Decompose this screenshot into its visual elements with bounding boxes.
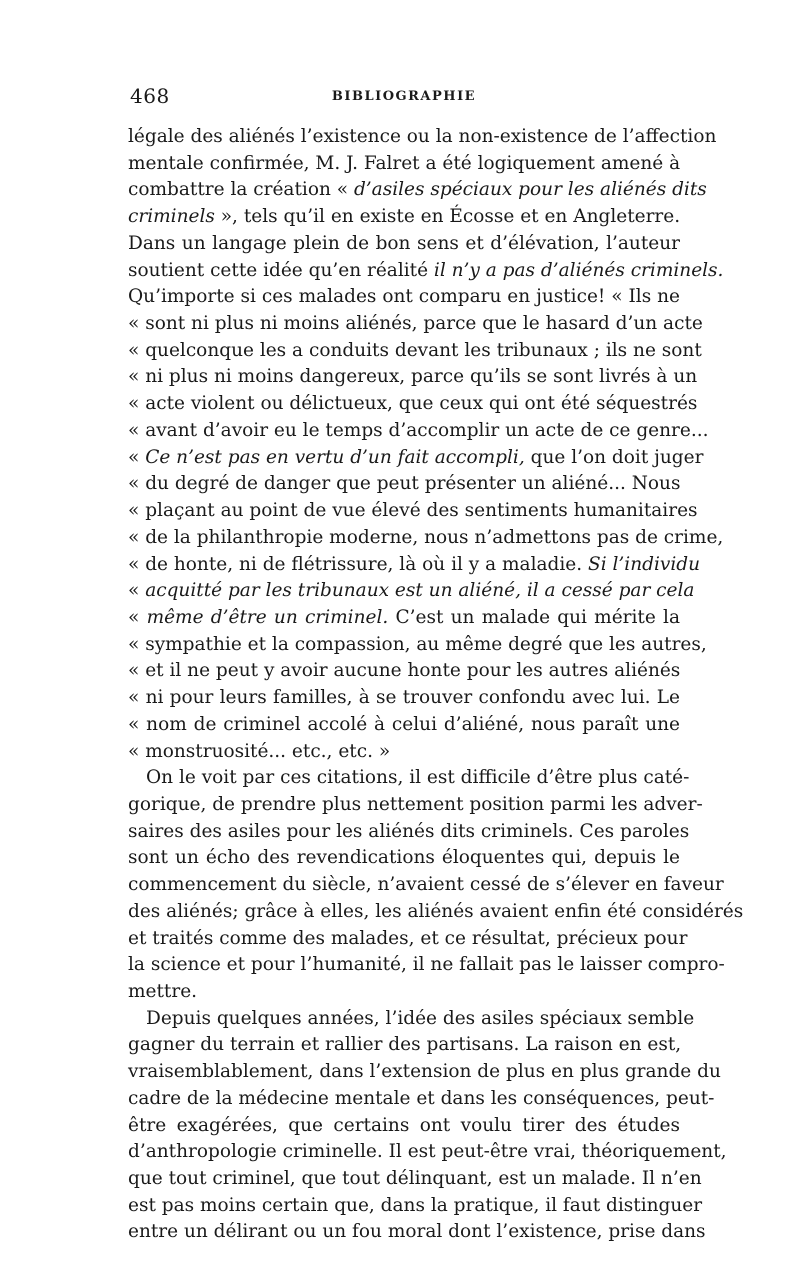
italic-run: même d’être un criminel. — [146, 606, 389, 628]
text-line — [128, 498, 698, 525]
text-run: Qu’importe si ces malades ont comparu en justice! « Ils ne — [128, 286, 680, 308]
italic-run: criminels — [128, 206, 215, 228]
text-run: », tels qu’il en existe en Écosse et en Angleterre. — [214, 206, 681, 228]
text-line: mettre. — [128, 981, 198, 1002]
text-run: « plaçant au point de vue élevé des sentiments humanitaires — [128, 500, 698, 522]
text-line — [128, 364, 698, 391]
text-run: « de la philanthropie moderne, nous n’admettons pas de crime, — [128, 526, 724, 548]
book-page — [128, 84, 744, 1246]
text-run: « de honte, ni de flétrissure, là où il y a maladie. — [128, 553, 589, 575]
text-line — [128, 204, 680, 231]
paragraph-anthropology — [128, 1006, 727, 1246]
text-run: « — [128, 446, 146, 468]
text-line: commencement du siècle, n’avaient cessé de s’élever en faveur — [128, 874, 724, 896]
text-run: « ni plus ni moins dangereux, parce qu’ils se sont livrés à un — [128, 366, 698, 388]
text-line: cadre de la médecine mentale et dans les conséquences, peut- — [128, 1087, 715, 1109]
text-run: « sympathie et la compassion, au même degré que les autres, — [128, 633, 707, 655]
text-line — [128, 739, 680, 766]
text-line — [128, 578, 695, 605]
text-run: que l’on doit juger — [524, 446, 704, 468]
text-run: « monstruosité... etc., etc. » — [128, 740, 391, 762]
text-run: « sont ni plus ni moins aliénés, parce que le hasard d’un acte — [128, 313, 703, 335]
text-line — [128, 418, 709, 445]
italic-run: Ce n’est pas en vertu d’un fait accompli, — [145, 446, 525, 468]
text-run: « avant d’avoir eu le temps d’accomplir un acte de ce genre... — [128, 419, 709, 441]
running-head — [128, 84, 680, 120]
text-run: « et il ne peut y avoir aucune honte pour les autres aliénés — [128, 660, 681, 682]
text-run: légale des aliénés l’existence ou la non-existence de l’affection — [128, 126, 717, 147]
text-run: « du degré de danger que peut présenter un aliéné... Nous — [128, 473, 681, 495]
italic-run: il n’y a pas d’aliénés criminels. — [433, 259, 724, 281]
paragraph-commentary — [128, 765, 744, 1005]
text-line — [128, 391, 698, 418]
text-line — [128, 632, 707, 659]
text-line: entre un délirant ou un fou moral dont l’existence, prise dans — [128, 1221, 706, 1243]
text-line: est pas moins certain que, dans la pratique, il faut distinguer — [128, 1194, 703, 1216]
text-line — [128, 605, 680, 632]
text-line — [128, 151, 680, 178]
text-line: sont un écho des revendications éloquentes qui, depuis le — [128, 847, 680, 869]
text-line: Depuis quelques années, l’idée des asiles spéciaux semble — [146, 1007, 695, 1029]
text-line — [128, 471, 680, 498]
text-line — [128, 712, 680, 739]
text-line: vraisemblablement, dans l’extension de plus en plus grande du — [128, 1061, 721, 1083]
text-line — [128, 284, 680, 311]
text-line: gagner du terrain et rallier des partisans. La raison en est, — [128, 1034, 682, 1056]
text-run: « ni pour leurs familles, à se trouver confondu avec lui. Le — [128, 687, 680, 709]
paragraph-quotation — [128, 124, 724, 765]
italic-run: acquitté par les tribunaux est un aliéné, il a cessé par cela — [145, 580, 695, 602]
text-line: d’anthropologie criminelle. Il est peut-être vrai, théoriquement, — [128, 1141, 727, 1163]
text-line: et traités comme des malades, et ce résultat, précieux pour — [128, 927, 688, 949]
text-line — [128, 177, 707, 204]
text-run: « acte violent ou délictueux, que ceux qui ont été séquestrés — [128, 393, 698, 415]
text-run: « nom de criminel accolé à celui d’aliéné, nous paraît une — [128, 713, 680, 735]
text-line — [128, 338, 702, 365]
text-line — [128, 258, 724, 285]
text-line: gorique, de prendre plus nettement position parmi les adver- — [128, 793, 703, 815]
running-title: BIBLIOGRAPHIE — [331, 89, 477, 104]
page-number: 468 — [130, 84, 170, 108]
text-line: la science et pour l’humanité, il ne fallait pas le laisser compro- — [128, 954, 725, 976]
text-run: « — [128, 606, 147, 628]
text-run: « quelconque les a conduits devant les tribunaux ; ils ne sont — [128, 339, 702, 361]
text-line — [128, 445, 704, 472]
text-line — [128, 311, 703, 338]
text-line — [128, 124, 717, 151]
text-run: « — [128, 580, 146, 602]
text-run: Dans un langage plein de bon sens et d’élévation, l’auteur — [128, 232, 680, 254]
text-line: On le voit par ces citations, il est difficile d’être plus caté- — [146, 767, 690, 789]
text-run: C’est un malade qui mérite la — [388, 606, 681, 628]
text-run: mentale confirmée, M. J. Falret a été logiquement amené à — [128, 152, 681, 174]
text-run: soutient cette idée qu’en réalité — [128, 259, 434, 281]
text-line — [128, 231, 680, 258]
text-line: que tout criminel, que tout délinquant, est un malade. Il n’en — [128, 1168, 702, 1190]
text-line: des aliénés; grâce à elles, les aliénés avaient enfin été considérés — [128, 900, 744, 922]
italic-run: Si l’individu — [588, 553, 701, 575]
text-run: combattre la création « — [128, 179, 354, 201]
text-line — [128, 525, 724, 552]
text-line — [128, 658, 680, 685]
text-line — [128, 552, 701, 579]
text-line: être exagérées, que certains ont voulu tirer des études — [128, 1114, 680, 1136]
text-line — [128, 685, 680, 712]
italic-run: d’asiles spéciaux pour les aliénés dits — [353, 179, 707, 201]
text-line: saires des asiles pour les aliénés dits criminels. Ces paroles — [128, 820, 690, 842]
